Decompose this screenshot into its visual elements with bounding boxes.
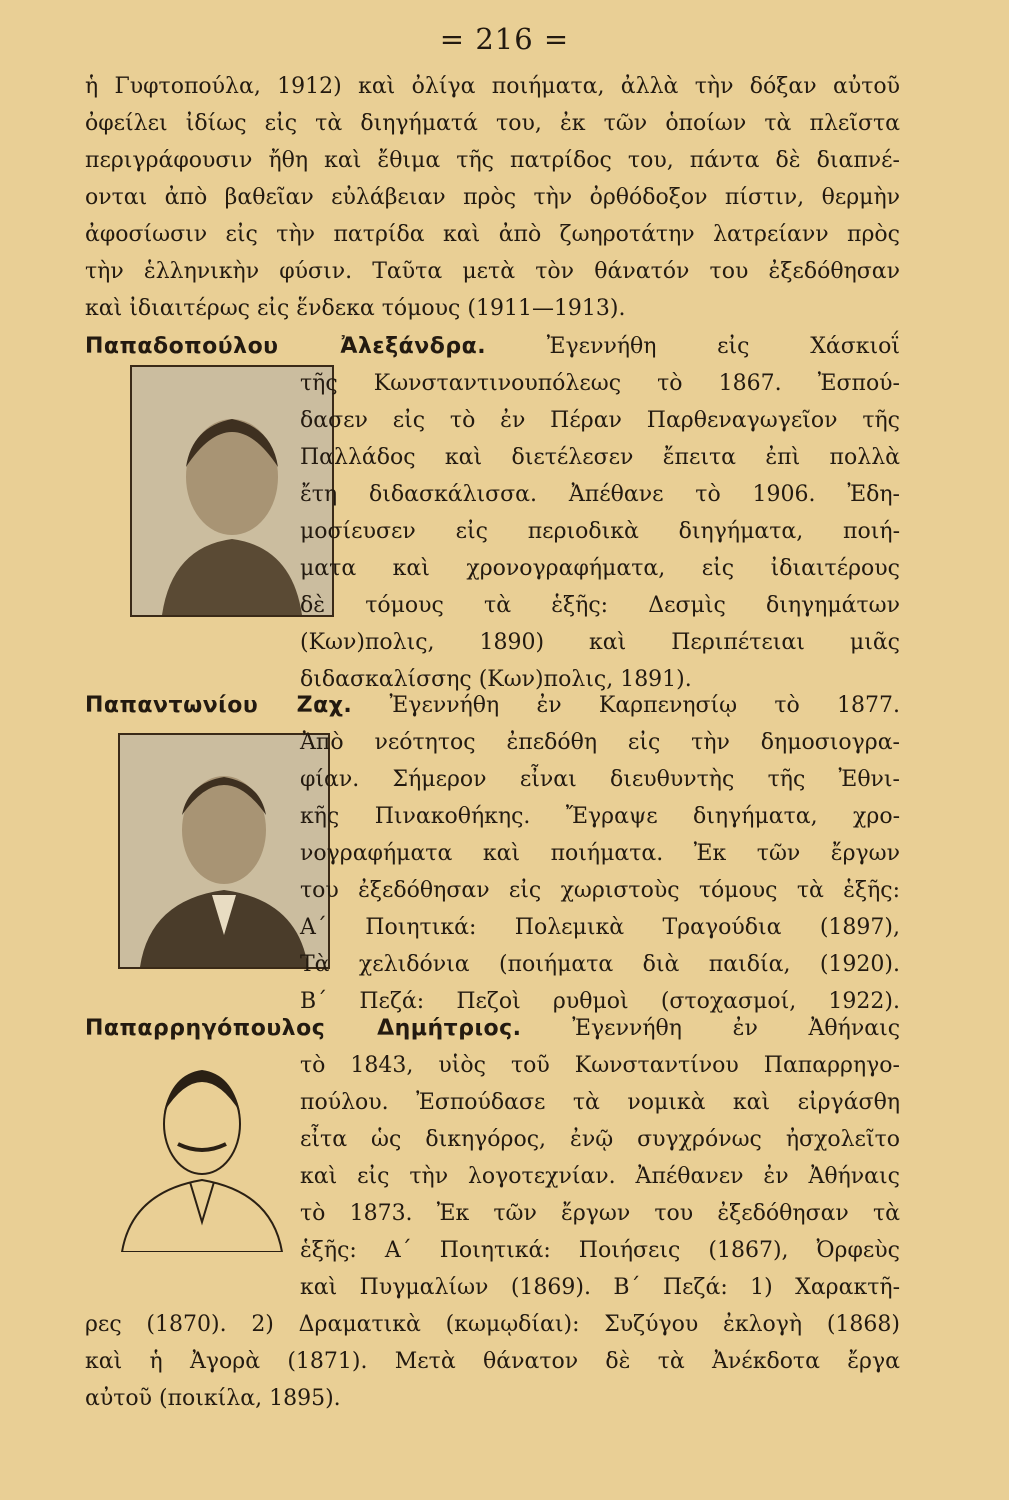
entry-line: μοσίευσεν εἰς περιοδικὰ διηγήματα, ποιή- [300, 519, 900, 544]
entry-line [85, 1010, 900, 1047]
entry-line: τῆς Κωνσταντινουπόλεως τὸ 1867. Ἐσπού- [300, 371, 900, 396]
entry-line: τὸ 1843, υἱὸς τοῦ Κωνσταντίνου Παπαρρηγο- [300, 1053, 900, 1078]
entry-line: Α΄ Ποιητικά: Πολεμικὰ Τραγούδια (1897), [300, 915, 900, 940]
entry-line: φίαν. Σήμερον εἶναι διευθυντὴς τῆς Ἐθνι- [300, 767, 900, 792]
entry-line: κῆς Πινακοθήκης. Ἔγραψε διηγήματα, χρο- [300, 804, 900, 829]
entry-line: του ἐξεδόθησαν εἰς χωριστοὺς τόμους τὰ ἑξῆς: [300, 878, 900, 903]
intro-line: ονται ἀπὸ βαθεῖαν εὐλάβειαν πρὸς τὴν ὀρθόδοξον πίστιν, θερμὴν [85, 185, 900, 210]
entry-line: Παλλάδος καὶ διετέλεσεν ἔπειτα ἐπὶ πολλὰ [300, 445, 900, 470]
entry-papadopoulou [85, 328, 900, 698]
entry-line: καὶ ἡ Ἀγορὰ (1871). Μετὰ θάνατον δὲ τὰ Ἀνέκδοτα ἔργα [85, 1349, 900, 1374]
entry-text: Ἐγεννήθη ἐν Ἀθήναις [572, 1016, 900, 1041]
entry-line [85, 328, 900, 365]
entry-line: αὐτοῦ (ποικίλα, 1895). [85, 1386, 341, 1411]
intro-line: ἡ Γυφτοπούλα, 1912) καὶ ὀλίγα ποιήματα, ἀλλὰ τὴν δόξαν αὐτοῦ [85, 74, 900, 99]
entry-line: ἑξῆς: Α΄ Ποιητικά: Ποιήσεις (1867), Ὀρφεὺς [300, 1238, 900, 1263]
entry-text: Ἐγεννήθη εἰς Χάσκιοΐ [546, 334, 900, 359]
entry-heading: Παπαρρηγόπουλος Δημήτριος. [85, 1016, 522, 1041]
entry-line: Β΄ Πεζά: Πεζοὶ ρυθμοὶ (στοχασμοί, 1922). [300, 989, 900, 1014]
entry-papantoniou [85, 687, 900, 1020]
entry-line: δὲ τόμους τὰ ἑξῆς: Δεσμὶς διηγημάτων [300, 593, 900, 618]
entry-paparrigopoulos [85, 1010, 900, 1417]
entry-heading: Παπαδοπούλου Ἀλεξάνδρα. [85, 334, 487, 359]
entry-line: τὸ 1873. Ἐκ τῶν ἔργων του ἐξεδόθησαν τὰ [300, 1201, 900, 1226]
intro-line: τὴν ἑλληνικὴν φύσιν. Ταῦτα μετὰ τὸν θάνατόν του ἐξεδόθησαν [85, 259, 900, 284]
entry-line: πούλου. Ἐσπούδασε τὰ νομικὰ καὶ εἰργάσθη [300, 1090, 900, 1115]
entry-line: δασεν εἰς τὸ ἐν Πέραν Παρθεναγωγεῖον τῆς [300, 408, 900, 433]
intro-line: ἀφοσίωσιν εἰς τὴν πατρίδα καὶ ἀπὸ ζωηροτάτην λατρείανν πρὸς [85, 222, 900, 247]
entry-line: ἔτη διδασκάλισσα. Ἀπέθανε τὸ 1906. Ἐδη- [300, 482, 900, 507]
intro-line: ὀφείλει ἰδίως εἰς τὰ διηγήματά του, ἐκ τῶν ὁποίων τὰ πλεῖστα [85, 111, 900, 136]
entry-line: καὶ Πυγμαλίων (1869). Β΄ Πεζά: 1) Χαρακτῆ- [300, 1275, 900, 1300]
entry-line: διδασκαλίσσης (Κων)πολις, 1891). [300, 667, 692, 692]
intro-line: περιγράφουσιν ἤθη καὶ ἔθιμα τῆς πατρίδος του, πάντα δὲ διαπνέ- [85, 148, 900, 173]
entry-line: καὶ εἰς τὴν λογοτεχνίαν. Ἀπέθανεν ἐν Ἀθήναις [300, 1164, 900, 1189]
entry-line: Τὰ χελιδόνια (ποιήματα διὰ παιδία, (1920). [300, 952, 900, 977]
entry-heading: Παπαντωνίου Ζαχ. [85, 693, 353, 718]
entry-line: ματα καὶ χρονογραφήματα, εἰς ἰδιαιτέρους [300, 556, 900, 581]
entry-line: ρες (1870). 2) Δραματικὰ (κωμῳδίαι): Συζύγου ἐκλογὴ (1868) [85, 1312, 900, 1337]
entry-text: Ἐγεννήθη ἐν Καρπενησίῳ τὸ 1877. [389, 693, 900, 718]
entry-line: νογραφήματα καὶ ποιήματα. Ἐκ τῶν ἔργων [300, 841, 900, 866]
intro-line: καὶ ἰδιαιτέρως εἰς ἕνδεκα τόμους (1911—1913). [85, 296, 626, 321]
entry-line: Ἀπὸ νεότητος ἐπεδόθη εἰς τὴν δημοσιογρα- [300, 730, 900, 755]
entry-line [85, 687, 900, 724]
entry-line: (Κων)πολις, 1890) καὶ Περιπέτειαι μιᾶς [300, 630, 900, 655]
page-number: = 216 = [439, 22, 570, 56]
entry-line: εἶτα ὡς δικηγόρος, ἐνῷ συγχρόνως ἠσχολεῖτο [300, 1127, 900, 1152]
intro-paragraph [85, 68, 900, 327]
